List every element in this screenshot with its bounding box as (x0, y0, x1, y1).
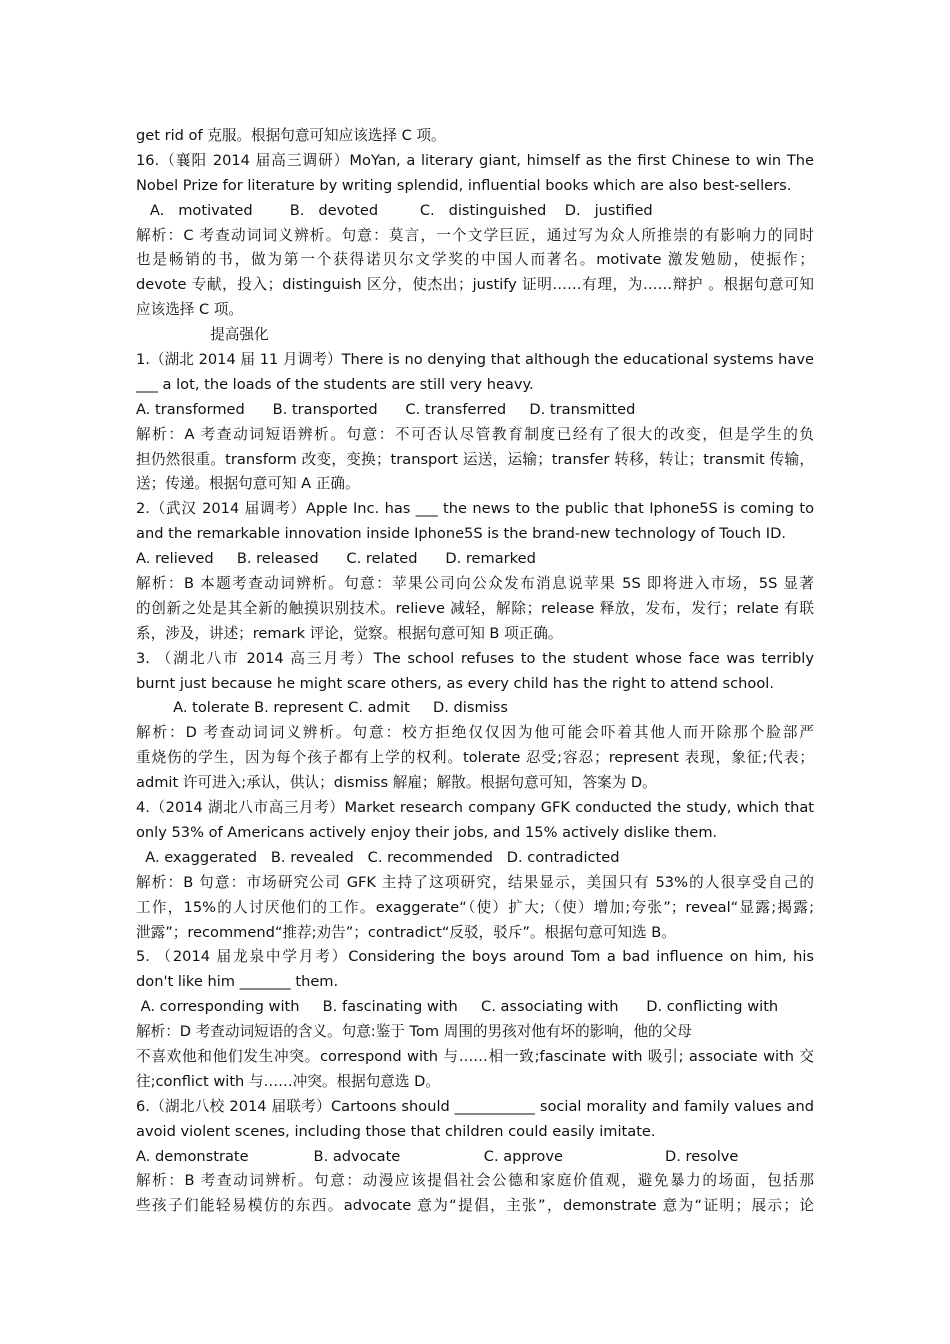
text-line: 解析：B 句意：市场研究公司 GFK 主持了这项研究，结果显示，美国只有 53%的人很享受自己的 (136, 873, 814, 891)
text-line: 16.（襄阳 2014 届高三调研）MoYan, a literary giant, himself as the first Chinese to win The (136, 151, 814, 169)
text-line: avoid violent scenes, including those that children could easily imitate. (136, 1122, 656, 1140)
text-line: ___ a lot, the loads of the students are still very heavy. (136, 375, 534, 393)
text-line: burnt just because he might scare others, as every child has the right to attend school. (136, 674, 774, 692)
text-line: 6.（湖北八校 2014 届联考）Cartoons should ___________ social morality and family values and (136, 1097, 814, 1115)
text-line: 解析：D 考查动词词义辨析。句意：校方拒绝仅仅因为他可能会吓着其他人而开除那个脸部严 (136, 724, 814, 742)
text-line: admit 许可进入;承认，供认；dismiss 解雇；解散。根据句意可知，答案为 D。 (136, 774, 657, 792)
text-line: 解析：D 考查动词短语的含义。句意:鉴于 Tom 周围的男孩对他有坏的影响，他的父母 (136, 1023, 692, 1041)
text-line: 应该选择 C 项。 (136, 301, 244, 319)
text-line: 工作，15%的人讨厌他们的工作。exaggerate“（使）扩大;（使）增加;夸张”；reveal“显露;揭露; (136, 898, 814, 916)
text-line: 解析：B 本题考查动词辨析。句意：苹果公司向公众发布消息说苹果 5S 即将进入市场，5S 显著 (136, 575, 814, 593)
document-page (136, 124, 814, 1219)
text-line: 解析：B 考查动词辨析。句意：动漫应该提倡社会公德和家庭价值观，避免暴力的场面，包括那 (136, 1172, 814, 1190)
text-line: Nobel Prize for literature by writing splendid, influential books which are also best-sellers. (136, 176, 792, 194)
text-line: 重烧伤的学生，因为每个孩子都有上学的权利。tolerate 忍受;容忍；represent 表现，象征;代表； (136, 749, 814, 767)
text-line: 往;conflict with 与……冲突。根据句意选 D。 (136, 1072, 440, 1090)
text-line: 的创新之处是其全新的触摸识别技术。relieve 减轻，解除；release 释放，发布，发行；relate 有联 (136, 599, 814, 617)
text-line: 不喜欢他和他们发生冲突。correspond with 与……相一致;fascinate with 吸引; associate with 交 (136, 1047, 814, 1065)
text-line: and the remarkable innovation inside Iphone5S is the brand-new technology of Touch ID. (136, 525, 786, 543)
text-line: A. demonstrate B. advocate C. approve D. resolve (136, 1147, 739, 1165)
text-line: A. tolerate B. represent C. admit D. dismiss (136, 699, 508, 717)
text-line: 送；传递。根据句意可知 A 正确。 (136, 475, 360, 493)
text-line: 系，涉及，讲述；remark 评论，觉察。根据句意可知 B 项正确。 (136, 624, 563, 642)
text-line: A. exaggerated B. revealed C. recommended D. contradicted (136, 848, 620, 866)
text-line: A. corresponding with B. fascinating with C. associating with D. conflicting with (136, 998, 779, 1016)
text-line: 解析：C 考查动词词义辨析。句意：莫言，一个文学巨匠，通过写为众人所推崇的有影响力的同时 (136, 226, 814, 244)
text-line: 1.（湖北 2014 届 11 月调考）There is no denying that although the educational systems have (136, 351, 814, 369)
text-line: 提高强化 (136, 326, 269, 344)
text-line: only 53% of Americans actively enjoy their jobs, and 15% actively dislike them. (136, 823, 718, 841)
text-line: get rid of 克服。根据句意可知应该选择 C 项。 (136, 127, 446, 144)
text-line: don't like him _______ them. (136, 973, 339, 991)
text-line: A. motivated B. devoted C. distinguished D. justified (136, 201, 653, 219)
text-line: 些孩子们能轻易模仿的东西。advocate 意为“提倡，主张”，demonstrate 意为“证明；展示；论 (136, 1197, 814, 1215)
text-line: 2.（武汉 2014 届调考）Apple Inc. has ___ the news to the public that Iphone5S is coming to (136, 500, 814, 518)
text-line: devote 专献，投入；distinguish 区分，使杰出；justify 证明……有理，为……辩护 。根据句意可知 (136, 276, 814, 294)
text-line: A. relieved B. released C. related D. remarked (136, 550, 536, 568)
text-line: 也是畅销的书，做为第一个获得诺贝尔文学奖的中国人而著名。motivate 激发勉励，使振作； (136, 251, 814, 269)
text-line: 4.（2014 湖北八市高三月考）Market research company GFK conducted the study, which that (136, 799, 814, 817)
text-line: A. transformed B. transported C. transferred D. transmitted (136, 400, 636, 418)
text-line: 解析：A 考查动词短语辨析。句意：不可否认尽管教育制度已经有了很大的改变，但是学生的负 (136, 425, 814, 443)
text-line: 5. （2014 届龙泉中学月考）Considering the boys around Tom a bad influence on him, his (136, 948, 814, 966)
text-line: 3. （湖北八市 2014 高三月考）The school refuses to the student whose face was terribly (136, 649, 814, 667)
text-line: 担仍然很重。transform 改变，变换；transport 运送，运输；transfer 转移，转让；transmit 传输， (136, 450, 814, 468)
text-line: 泄露”；recommend“推荐;劝告”；contradict“反驳，驳斥”。根据句意可知选 B。 (136, 923, 676, 941)
